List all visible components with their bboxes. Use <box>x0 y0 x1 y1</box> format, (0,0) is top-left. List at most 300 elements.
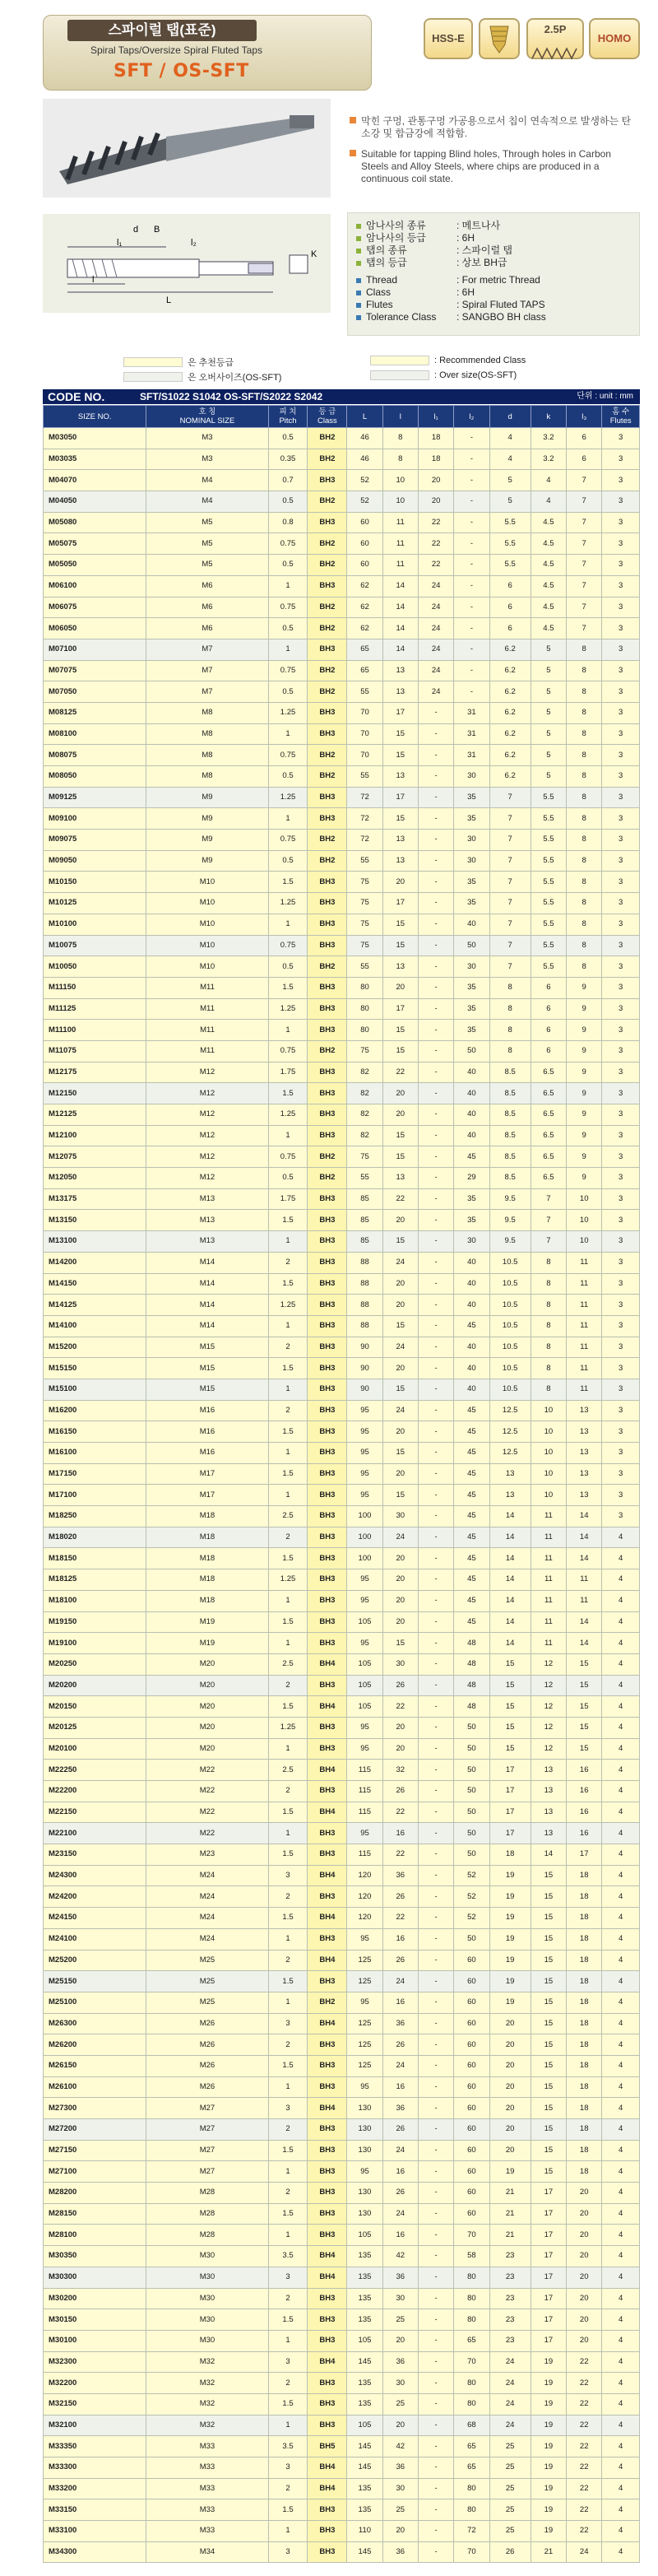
table-cell: 20 <box>418 491 453 513</box>
table-cell: - <box>418 1717 453 1738</box>
table-cell: 45 <box>454 1146 489 1168</box>
table-cell: M10 <box>146 893 268 914</box>
table-cell: 13 <box>531 1802 566 1823</box>
table-cell: - <box>418 1020 453 1041</box>
table-cell: 1.75 <box>268 1188 308 1210</box>
bullet-icon <box>356 315 361 320</box>
table-cell: BH3 <box>308 2183 347 2204</box>
table-cell: 4 <box>602 2267 640 2288</box>
tap-tip-icon <box>479 18 520 59</box>
table-cell: 4 <box>602 1548 640 1569</box>
table-row <box>44 2288 640 2309</box>
table-cell: 35 <box>454 1210 489 1231</box>
table-cell: 13 <box>382 681 418 703</box>
table-cell: BH3 <box>308 1548 347 1569</box>
table-cell: 3 <box>268 2541 308 2563</box>
table-cell: M33 <box>146 2521 268 2542</box>
table-cell: 10.5 <box>489 1295 531 1316</box>
table-cell: 4 <box>602 1865 640 1886</box>
table-cell: 8 <box>531 1315 566 1337</box>
table-cell: 7 <box>489 830 531 851</box>
table-cell: - <box>418 2183 453 2204</box>
table-cell: 15 <box>531 2119 566 2141</box>
table-cell: 6 <box>531 1020 566 1041</box>
code-cell: M26300 <box>44 2013 146 2034</box>
table-row <box>44 1569 640 1591</box>
table-cell: - <box>418 1252 453 1273</box>
table-cell: 1.25 <box>268 702 308 723</box>
table-cell: 4.5 <box>531 555 566 576</box>
table-cell: 24 <box>567 2541 602 2563</box>
table-cell: 17 <box>489 1760 531 1781</box>
table-cell: BH3 <box>308 1252 347 1273</box>
table-cell: 13 <box>567 1463 602 1485</box>
code-cell: M22250 <box>44 1760 146 1781</box>
table-cell: 0.8 <box>268 512 308 533</box>
product-code-title: SFT / OS-SFT <box>114 61 249 81</box>
code-cell: M09100 <box>44 808 146 830</box>
table-cell: 1.25 <box>268 1295 308 1316</box>
table-cell: M11 <box>146 1020 268 1041</box>
table-cell: 9.5 <box>489 1210 531 1231</box>
swatch-oversize <box>123 372 183 382</box>
table-row <box>44 2309 640 2331</box>
table-cell: 24 <box>382 2203 418 2225</box>
table-row <box>44 850 640 872</box>
table-cell: 25 <box>489 2436 531 2457</box>
table-cell: BH3 <box>308 1443 347 1464</box>
bullet-icon <box>356 291 361 295</box>
table-cell: 24 <box>489 2373 531 2394</box>
table-cell: M10 <box>146 914 268 935</box>
table-cell: 18 <box>567 2055 602 2076</box>
table-cell: 4 <box>602 1908 640 1929</box>
table-cell: 2 <box>268 1337 308 1358</box>
table-cell: 20 <box>567 2203 602 2225</box>
table-cell: 24 <box>382 2055 418 2076</box>
table-cell: 23 <box>489 2267 531 2288</box>
table-cell: BH3 <box>308 1400 347 1421</box>
table-cell: 3 <box>602 1040 640 1062</box>
table-cell: 30 <box>454 766 489 788</box>
code-cell: M20100 <box>44 1738 146 1760</box>
table-cell: 48 <box>454 1696 489 1718</box>
table-cell: - <box>418 2288 453 2309</box>
code-cell: M23150 <box>44 1844 146 1866</box>
table-cell: 40 <box>454 1252 489 1273</box>
table-cell: - <box>454 597 489 618</box>
table-cell: 1 <box>268 2521 308 2542</box>
swatch-recommended <box>123 357 183 367</box>
table-cell: 16 <box>567 1760 602 1781</box>
table-cell: 6.2 <box>489 766 531 788</box>
table-cell: 3 <box>602 449 640 470</box>
table-cell: 8 <box>489 977 531 998</box>
table-row <box>44 914 640 935</box>
code-cell: M16200 <box>44 1400 146 1421</box>
table-cell: 3 <box>602 1315 640 1337</box>
table-cell: 17 <box>531 2309 566 2331</box>
table-cell: 35 <box>454 998 489 1020</box>
table-cell: 24 <box>418 660 453 681</box>
table-cell: 70 <box>454 2225 489 2246</box>
table-cell: 6.2 <box>489 723 531 745</box>
table-cell: - <box>418 2119 453 2141</box>
table-cell: 95 <box>347 2161 382 2183</box>
table-row <box>44 2225 640 2246</box>
table-row <box>44 2161 640 2183</box>
table-cell: 40 <box>454 914 489 935</box>
description-korean <box>350 115 637 140</box>
description-ko-text: 막힌 구멍, 관통구멍 가공용으로서 칩이 연속적으로 발생하는 탄소강 및 합금강에 적합함. <box>361 115 632 139</box>
table-cell: 2 <box>268 2183 308 2204</box>
table-cell: 40 <box>454 1273 489 1295</box>
table-cell: 14 <box>382 575 418 597</box>
table-cell: 22 <box>382 1696 418 1718</box>
table-cell: 4 <box>602 1781 640 1802</box>
table-cell: 4 <box>602 1675 640 1696</box>
table-cell: - <box>418 2140 453 2161</box>
table-cell: 1 <box>268 2161 308 2183</box>
table-cell: 75 <box>347 872 382 893</box>
spec-en-value: : SANGBO BH class <box>456 311 546 323</box>
table-cell: - <box>418 1548 453 1569</box>
table-cell: 15 <box>531 2098 566 2119</box>
table-cell: BH3 <box>308 1188 347 1210</box>
code-cell: M13175 <box>44 1188 146 1210</box>
table-cell: 50 <box>454 1823 489 1844</box>
table-cell: - <box>418 1992 453 2013</box>
table-cell: M24 <box>146 1865 268 1886</box>
table-cell: - <box>418 1040 453 1062</box>
table-cell: 145 <box>347 2436 382 2457</box>
table-cell: 25 <box>489 2499 531 2521</box>
table-cell: 3.2 <box>531 449 566 470</box>
table-cell: 20 <box>567 2330 602 2351</box>
table-cell: 15 <box>567 1675 602 1696</box>
table-cell: 95 <box>347 2076 382 2098</box>
code-cell: M10150 <box>44 872 146 893</box>
table-cell: 26 <box>382 2034 418 2056</box>
table-cell: 15 <box>382 745 418 766</box>
table-cell: M15 <box>146 1358 268 1379</box>
table-cell: M12 <box>146 1083 268 1104</box>
table-cell: M9 <box>146 787 268 808</box>
table-cell: BH3 <box>308 1844 347 1866</box>
spec-ko-row <box>356 257 631 269</box>
table-cell: 135 <box>347 2246 382 2267</box>
table-cell: 15 <box>567 1717 602 1738</box>
code-cell: M22200 <box>44 1781 146 1802</box>
table-cell: 24 <box>489 2351 531 2373</box>
table-cell: M16 <box>146 1443 268 1464</box>
table-cell: 1.25 <box>268 893 308 914</box>
table-cell: BH4 <box>308 2478 347 2499</box>
table-row <box>44 1950 640 1971</box>
table-cell: 15 <box>531 1908 566 1929</box>
table-cell: 22 <box>567 2457 602 2479</box>
table-cell: 22 <box>382 1188 418 1210</box>
table-cell: 13 <box>382 766 418 788</box>
table-cell: 1.5 <box>268 2055 308 2076</box>
table-cell: 3 <box>602 681 640 703</box>
table-cell: 0.35 <box>268 449 308 470</box>
homo-badge: HOMO <box>589 18 640 59</box>
table-cell: 14 <box>567 1548 602 1569</box>
table-cell: 85 <box>347 1231 382 1253</box>
table-cell: 70 <box>347 702 382 723</box>
table-cell: BH3 <box>308 1104 347 1126</box>
table-cell: 1.5 <box>268 1696 308 1718</box>
description <box>350 115 637 193</box>
table-cell: 52 <box>454 1865 489 1886</box>
table-cell: 15 <box>531 1865 566 1886</box>
table-cell: BH3 <box>308 1738 347 1760</box>
table-cell: 1 <box>268 2330 308 2351</box>
table-cell: 19 <box>531 2373 566 2394</box>
code-cell: M11150 <box>44 977 146 998</box>
table-cell: 17 <box>382 998 418 1020</box>
table-cell: 85 <box>347 1210 382 1231</box>
code-cell: M17150 <box>44 1463 146 1485</box>
table-cell: 29 <box>454 1168 489 1189</box>
table-cell: 1.5 <box>268 2499 308 2521</box>
table-cell: 60 <box>454 2034 489 2056</box>
spec-en-key: Flutes <box>366 299 393 310</box>
table-cell: - <box>418 998 453 1020</box>
table-cell: 20 <box>567 2267 602 2288</box>
table-cell: 15 <box>382 914 418 935</box>
code-cell: M28100 <box>44 2225 146 2246</box>
table-cell: 18 <box>567 2119 602 2141</box>
table-cell: 10 <box>567 1210 602 1231</box>
table-cell: 30 <box>382 2373 418 2394</box>
table-cell: 6.2 <box>489 660 531 681</box>
table-cell: 13 <box>382 660 418 681</box>
code-label: CODE NO. <box>48 390 105 403</box>
table-cell: 15 <box>531 2034 566 2056</box>
table-cell: M14 <box>146 1295 268 1316</box>
table-cell: 12 <box>531 1696 566 1718</box>
length-label-l: l <box>92 275 95 285</box>
table-cell: 6 <box>531 1040 566 1062</box>
table-cell: 1 <box>268 1590 308 1611</box>
table-cell: M27 <box>146 2119 268 2141</box>
table-cell: BH3 <box>308 1569 347 1591</box>
table-cell: 3 <box>602 766 640 788</box>
spec-ko-row <box>356 220 631 232</box>
table-cell: M20 <box>146 1696 268 1718</box>
code-cell: M07050 <box>44 681 146 703</box>
table-cell: 6.5 <box>531 1168 566 1189</box>
table-cell: 14 <box>489 1611 531 1633</box>
code-cell: M15200 <box>44 1337 146 1358</box>
table-cell: - <box>418 1653 453 1675</box>
table-cell: 4 <box>602 2140 640 2161</box>
table-cell: BH2 <box>308 830 347 851</box>
table-cell: BH3 <box>308 1823 347 1844</box>
table-cell: BH3 <box>308 1590 347 1611</box>
column-header: l₂ <box>454 406 489 428</box>
table-cell: 14 <box>489 1506 531 1527</box>
table-cell: BH3 <box>308 787 347 808</box>
table-row <box>44 1443 640 1464</box>
code-cell: M14200 <box>44 1252 146 1273</box>
table-cell: 3 <box>602 1358 640 1379</box>
table-cell: 70 <box>454 2351 489 2373</box>
table-cell: M8 <box>146 723 268 745</box>
code-cell: M18150 <box>44 1548 146 1569</box>
table-cell: 12.5 <box>489 1400 531 1421</box>
table-cell: BH3 <box>308 1675 347 1696</box>
table-row <box>44 512 640 533</box>
table-row <box>44 1020 640 1041</box>
table-cell: - <box>454 681 489 703</box>
table-row <box>44 1675 640 1696</box>
table-cell: BH2 <box>308 1168 347 1189</box>
table-cell: 95 <box>347 1992 382 2013</box>
table-cell: BH3 <box>308 1421 347 1443</box>
table-cell: 4 <box>602 1992 640 2013</box>
code-cell: M30300 <box>44 2267 146 2288</box>
table-cell: 3 <box>602 1295 640 1316</box>
table-cell: 19 <box>489 1928 531 1950</box>
table-cell: 15 <box>382 1020 418 1041</box>
table-header-row <box>44 406 640 428</box>
table-cell: 0.5 <box>268 766 308 788</box>
table-cell: 19 <box>489 1886 531 1908</box>
table-cell: 35 <box>454 977 489 998</box>
table-cell: M26 <box>146 2055 268 2076</box>
table-cell: 2.5 <box>268 1506 308 1527</box>
code-cell: M08075 <box>44 745 146 766</box>
table-cell: 1.25 <box>268 998 308 1020</box>
table-cell: BH4 <box>308 1950 347 1971</box>
code-cell: M34300 <box>44 2541 146 2563</box>
code-cell: M33350 <box>44 2436 146 2457</box>
table-cell: 11 <box>567 1252 602 1273</box>
table-cell: 19 <box>489 1992 531 2013</box>
column-header: l₃ <box>567 406 602 428</box>
table-row <box>44 1463 640 1485</box>
table-cell: 26 <box>382 1886 418 1908</box>
table-cell: 1 <box>268 639 308 660</box>
table-cell: 6.2 <box>489 745 531 766</box>
table-cell: 15 <box>531 2140 566 2161</box>
table-cell: M25 <box>146 1971 268 1992</box>
spec-korean <box>356 220 631 269</box>
table-cell: 6.2 <box>489 639 531 660</box>
table-cell: 8.5 <box>489 1104 531 1126</box>
table-cell: 5 <box>531 681 566 703</box>
table-cell: 6 <box>489 575 531 597</box>
table-cell: BH2 <box>308 533 347 555</box>
table-cell: 75 <box>347 893 382 914</box>
table-cell: 1.5 <box>268 2203 308 2225</box>
table-cell: 3 <box>602 935 640 956</box>
table-cell: M22 <box>146 1802 268 1823</box>
table-cell: BH2 <box>308 449 347 470</box>
table-cell: - <box>418 1760 453 1781</box>
table-cell: 2.5 <box>268 1760 308 1781</box>
table-cell: - <box>454 660 489 681</box>
code-cell: M24300 <box>44 1865 146 1886</box>
table-cell: 3 <box>602 512 640 533</box>
table-cell: BH2 <box>308 555 347 576</box>
table-cell: 20 <box>567 2183 602 2204</box>
table-row <box>44 2541 640 2563</box>
table-cell: 2 <box>268 2034 308 2056</box>
table-cell: 4 <box>602 2521 640 2542</box>
table-cell: 5 <box>531 639 566 660</box>
table-cell: 4 <box>602 1653 640 1675</box>
code-cell: M33100 <box>44 2521 146 2542</box>
table-cell: 135 <box>347 2478 382 2499</box>
table-cell: 70 <box>454 2541 489 2563</box>
table-cell: M12 <box>146 1125 268 1146</box>
table-cell: M10 <box>146 935 268 956</box>
table-cell: 25 <box>489 2478 531 2499</box>
table-cell: 36 <box>382 2541 418 2563</box>
code-cell: M16100 <box>44 1443 146 1464</box>
table-cell: 19 <box>489 1950 531 1971</box>
spec-english <box>356 274 631 323</box>
code-cell: M15100 <box>44 1379 146 1400</box>
code-cell: M14125 <box>44 1295 146 1316</box>
code-cell: M26100 <box>44 2076 146 2098</box>
table-cell: 0.5 <box>268 1168 308 1189</box>
table-cell: 4 <box>602 1802 640 1823</box>
table-cell: 0.7 <box>268 470 308 491</box>
table-cell: 0.75 <box>268 745 308 766</box>
table-row <box>44 1252 640 1273</box>
table-cell: BH2 <box>308 428 347 449</box>
table-cell: 6 <box>531 977 566 998</box>
table-cell: M28 <box>146 2183 268 2204</box>
table-cell: M14 <box>146 1252 268 1273</box>
table-cell: 20 <box>382 1611 418 1633</box>
table-cell: BH2 <box>308 618 347 639</box>
column-header: 홈 수 Flutes <box>602 406 640 428</box>
table-cell: 35 <box>454 872 489 893</box>
table-cell: 15 <box>531 1928 566 1950</box>
table-cell: 17 <box>531 2267 566 2288</box>
table-cell: 15 <box>382 1040 418 1062</box>
code-cell: M18250 <box>44 1506 146 1527</box>
table-cell: 22 <box>567 2478 602 2499</box>
table-cell: BH3 <box>308 1971 347 1992</box>
table-cell: 20 <box>382 872 418 893</box>
table-cell: 3 <box>602 533 640 555</box>
swatch-recommended-en <box>370 356 429 365</box>
table-cell: - <box>418 956 453 978</box>
table-row <box>44 1971 640 1992</box>
bullet-icon <box>356 278 361 283</box>
table-cell: BH4 <box>308 1908 347 1929</box>
table-cell: - <box>418 2373 453 2394</box>
thread-profile-icon <box>531 45 580 60</box>
table-cell: 24 <box>418 618 453 639</box>
table-cell: BH2 <box>308 660 347 681</box>
table-cell: 24 <box>418 681 453 703</box>
table-cell: 1.5 <box>268 1802 308 1823</box>
table-cell: M9 <box>146 808 268 830</box>
table-cell: 30 <box>382 1506 418 1527</box>
table-cell: 10 <box>382 470 418 491</box>
code-cell: M10075 <box>44 935 146 956</box>
table-cell: BH3 <box>308 2499 347 2521</box>
table-cell: 62 <box>347 597 382 618</box>
